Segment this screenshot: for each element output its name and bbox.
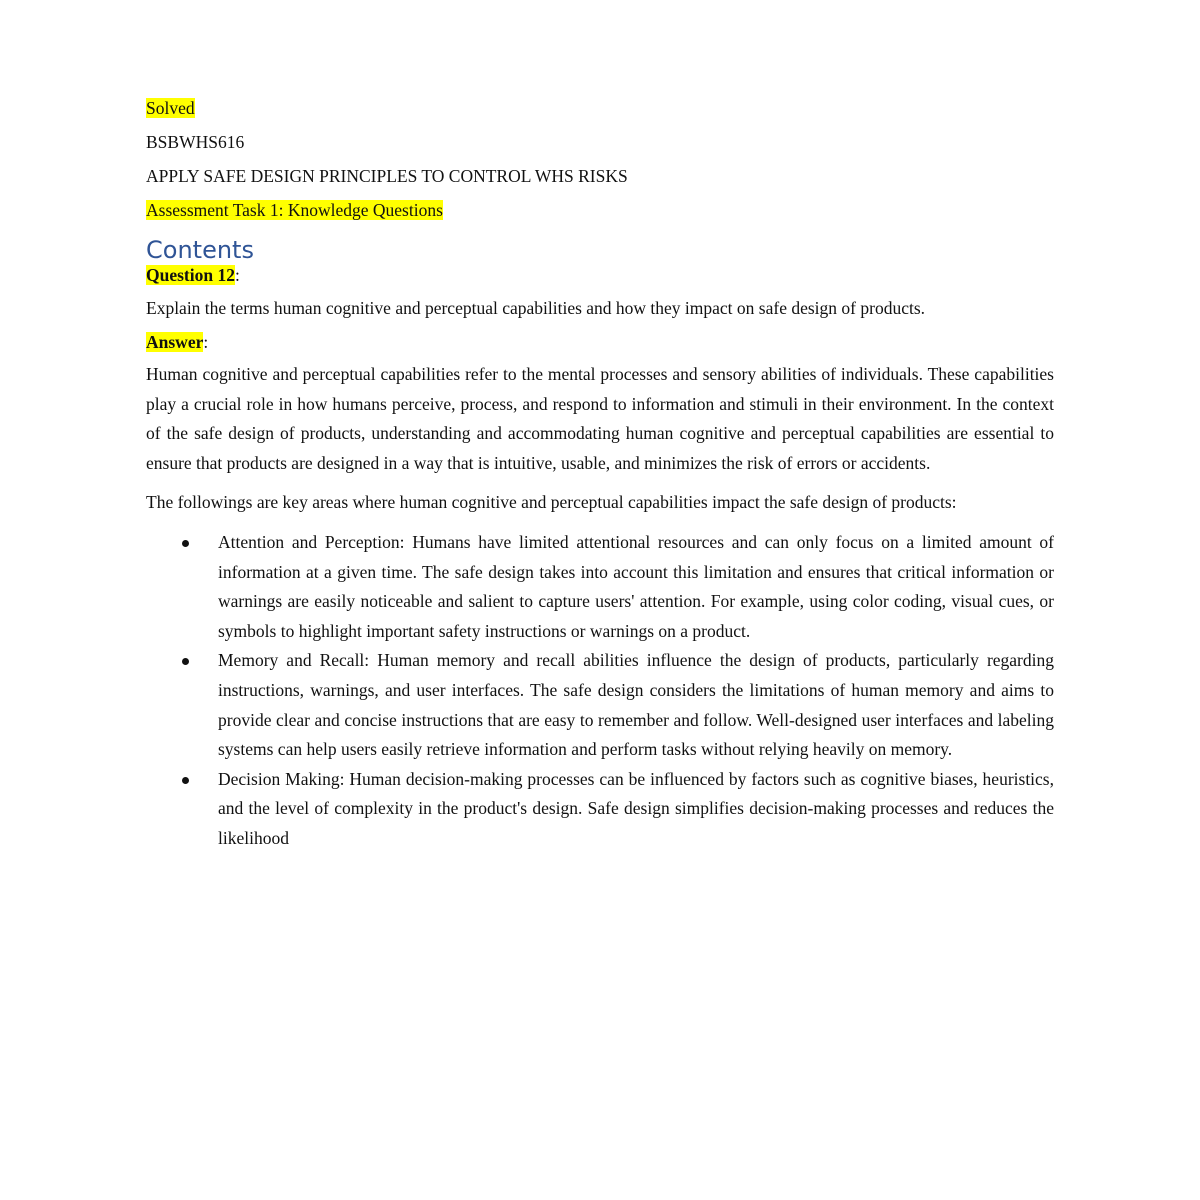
list-item: Decision Making: Human decision-making processes can be influenced by factors such as cognitive biases, heuristics, and the level of complexity in the product's design. Safe design simplifies decision-making processes and reduces the likelihood (146, 765, 1054, 854)
solved-label: Solved (146, 98, 195, 118)
unit-code: BSBWHS616 (146, 132, 245, 152)
answer-heading: Answer: (146, 332, 209, 352)
list-item: Memory and Recall: Human memory and recall abilities influence the design of products, particularly regarding instructions, warnings, and user interfaces. The safe design considers the limitations of human memory and aims to provide clear and concise instructions that are easy to remember and follow. Well-designed user interfaces and labeling systems can help users easily retrieve information and perform tasks without relying heavily on memory. (146, 646, 1054, 764)
question-text: Explain the terms human cognitive and perceptual capabilities and how they impact on safe design of products. (146, 298, 926, 318)
list-item: Attention and Perception: Humans have limited attentional resources and can only focus on a limited amount of information at a given time. The safe design takes into account this limitation and ensures that critical information or warnings are easily noticeable and salient to capture users' attention. For example, using color coding, visual cues, or symbols to highlight important safety instructions or warnings on a product. (146, 528, 1054, 646)
answer-paragraph-2: The followings are key areas where human cognitive and perceptual capabilities impact the safe design of products: (146, 492, 957, 513)
question-label: Question 12 (146, 265, 235, 285)
bullet-list (146, 528, 1054, 854)
document-page (146, 96, 1054, 854)
unit-title: APPLY SAFE DESIGN PRINCIPLES TO CONTROL WHS RISKS (146, 166, 628, 186)
answer-paragraph-1: Human cognitive and perceptual capabilities refer to the mental processes and sensory abilities of individuals. These capabilities play a crucial role in how humans perceive, process, and respond to information and stimuli in their environment. In the context of the safe design of products, understanding and accommodating human cognitive and perceptual capabilities are essential to ensure that products are designed in a way that is intuitive, usable, and minimizes the risk of errors or accidents. (146, 364, 1054, 473)
bullet-icon (182, 777, 189, 784)
contents-heading: Contents (146, 236, 254, 264)
question-heading: Question 12: (146, 265, 240, 285)
answer-label: Answer (146, 332, 204, 352)
bullet-icon (182, 658, 189, 665)
task-title: Assessment Task 1: Knowledge Questions (146, 200, 443, 220)
bullet-icon (182, 540, 189, 547)
